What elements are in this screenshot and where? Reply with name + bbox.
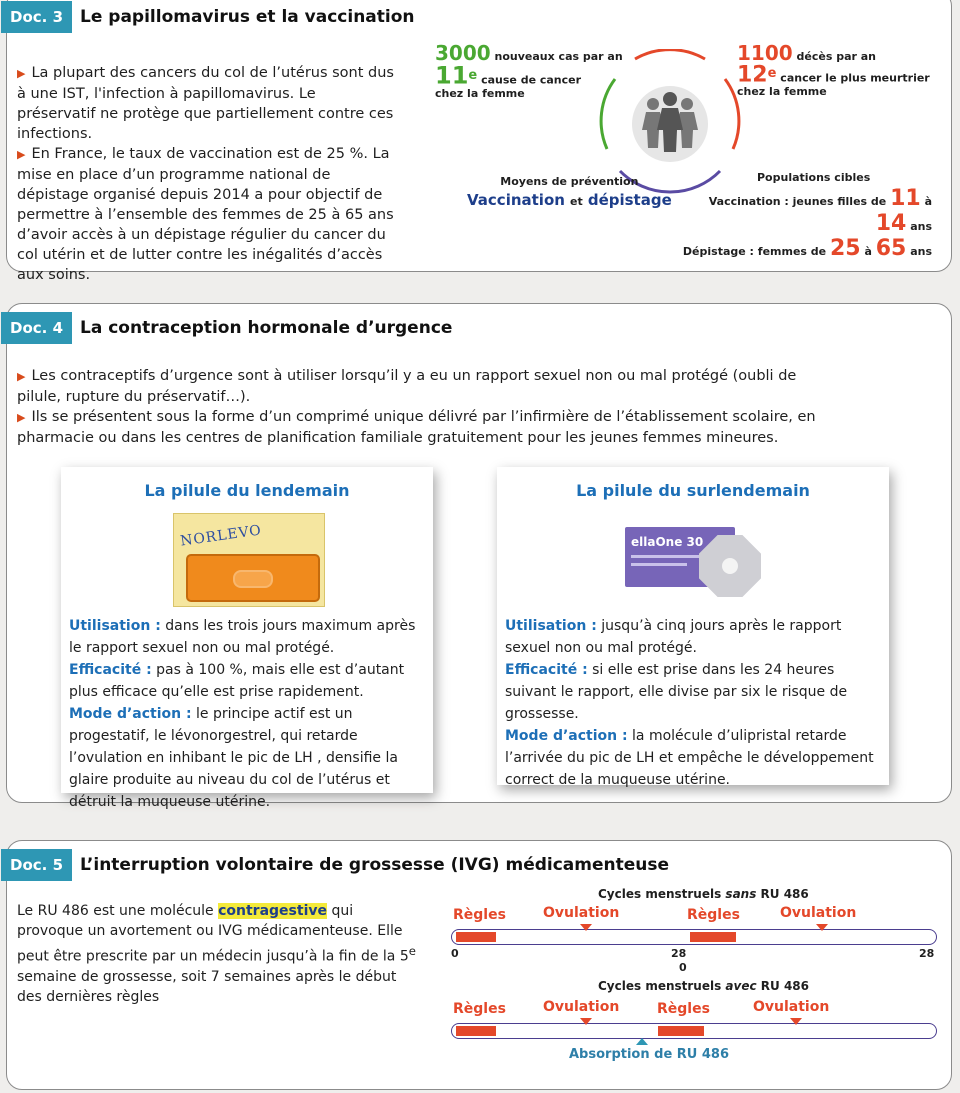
cycle-diagram	[443, 883, 943, 1093]
cycle1-ovulation-1: Ovulation	[543, 905, 620, 921]
cycle2-regles-1: Règles	[453, 1001, 506, 1017]
doc4-paragraph-1: ▶ Les contraceptifs d’urgence sont à utiliser lorsqu’il y a eu un rapport sexuel non ou mal protégé (oubli de pilule, rupture du préservatif…).	[17, 368, 797, 405]
stat-deadliest: 12e cancer le plus meurtrier chez la femme	[737, 62, 930, 98]
cycle1-tick-0: 0	[451, 947, 459, 960]
card-pilule-lendemain	[61, 467, 433, 810]
blister-icon	[186, 554, 320, 602]
card-pilule-surlendemain	[497, 467, 889, 788]
doc3-panel	[6, 0, 952, 283]
doc5-text: Le RU 486 est une molécule contragestive qui provoque un avortement ou IVG médicamenteuse. Elle peut être prescrite par un médecin jusqu’à la fin de la 5e semaine de grossesse, soit 7 semaines après le début des dernières règles	[17, 903, 416, 1005]
doc4-tag: Doc. 4	[1, 312, 72, 344]
cycle1-ovulation-2: Ovulation	[780, 905, 857, 921]
ellaone-label: ellaOne 30	[631, 535, 704, 549]
cycle1-tick-28b: 28	[919, 947, 935, 960]
contragestive-highlight: contragestive	[218, 903, 327, 919]
card2-body: Utilisation : jusqu’à cinq jours après le rapport sexuel non ou mal protégé. Efficacité : si elle est prise dans les 24 heures suivant le rapport, elle divise par six le risque de grossesse. Mode d’action : la molécule d’ulipristal retarde l’arrivée du pic de LH et empêche le développement correct de la muqueuse utérine.	[505, 618, 874, 788]
bullet-icon: ▶	[17, 148, 26, 161]
doc4-text	[17, 366, 817, 448]
cycle1-bar	[451, 929, 937, 945]
doc3-paragraph-1: ▶ La plupart des cancers du col de l’utérus sont dus à une IST, l'infection à papillomavirus. Le préservatif ne protège que partiellement contre ces infections.	[17, 65, 394, 142]
hpv-infographic	[427, 35, 947, 265]
bullet-icon: ▶	[17, 67, 26, 80]
doc5-panel	[6, 840, 952, 1090]
ellaone-box-image	[625, 515, 775, 605]
bullet-icon: ▶	[17, 370, 26, 383]
cycle1-regles-2: Règles	[687, 907, 740, 923]
norlevo-label: NORLEVO	[179, 522, 263, 550]
norlevo-box-image	[173, 513, 325, 607]
doc5-title: L’interruption volontaire de grossesse (IVG) médicamenteuse	[67, 849, 677, 881]
bullet-icon: ▶	[17, 411, 26, 424]
stat-cancer-rank: 11e cause de cancer chez la femme	[435, 61, 582, 100]
cycle2-ovulation-2: Ovulation	[753, 999, 830, 1015]
absorption-marker-icon	[636, 1038, 648, 1045]
cycle1-tick-28: 28	[671, 947, 687, 960]
women-icon	[642, 92, 698, 152]
doc4-title: La contraception hormonale d’urgence	[67, 312, 460, 344]
doc4-paragraph-2: ▶ Ils se présentent sous la forme d’un comprimé unique délivré par l’infirmière de l’établissement scolaire, en pharmacie ou dans les centres de planification familiale gratuitement pour les jeunes femmes mineures.	[17, 409, 816, 446]
doc3-paragraph-2: ▶ En France, le taux de vaccination est de 25 %. La mise en place d’un programme national de dépistage organisé depuis 2014 a pour objectif de permettre à l’ensemble des femmes de 25 à 65 ans d’avoir accès à un dépistage régulier du cancer du col utérin et de lutter contre les inégalités d’accès aux soins.	[17, 146, 394, 283]
cycle2-title: Cycles menstruels avec RU 486	[598, 979, 809, 993]
prevention-block: Moyens de prévention Vaccination et dépistage	[467, 175, 672, 209]
doc3-title: Le papillomavirus et la vaccination	[67, 1, 423, 33]
doc3-tag: Doc. 3	[1, 1, 72, 33]
cycle2-ovulation-1: Ovulation	[543, 999, 620, 1015]
card1-title: La pilule du lendemain	[144, 481, 350, 500]
cycle2-bar	[451, 1023, 937, 1039]
card2-title: La pilule du surlendemain	[576, 481, 810, 500]
doc4-panel	[6, 303, 952, 810]
cycle1-regles-1: Règles	[453, 907, 506, 923]
stat-deaths: 1100 décès par an	[737, 41, 877, 65]
cycle1-title: Cycles menstruels sans RU 486	[598, 887, 809, 901]
doc5-tag: Doc. 5	[1, 849, 72, 881]
targets-block: Populations cibles Vaccination : jeunes filles de 11 à 14 ans Dépistage : femmes de 25 à 65 ans	[682, 171, 932, 261]
cycle1-tick-0b: 0	[679, 961, 687, 974]
arc-orange	[725, 79, 739, 149]
doc3-text	[17, 63, 397, 285]
absorption-label: Absorption de RU 486	[569, 1047, 730, 1062]
card1-body: Utilisation : dans les trois jours maximum après le rapport sexuel non ou mal protégé. Efficacité : pas à 100 %, mais elle est d’autant plus efficace qu’elle est prise rapidement. Mode d’action : le principe actif est un progestatif, le lévonorgestrel, qui retarde l’ovulation en inhibant le pic de LH , densifie la glaire produite au niveau du col de l’utérus et détruit la muqueuse utérine.	[69, 618, 416, 810]
arc-green	[601, 79, 615, 149]
stat-new-cases: 3000 nouveaux cas par an	[435, 41, 623, 65]
cycle2-regles-2: Règles	[657, 1001, 710, 1017]
